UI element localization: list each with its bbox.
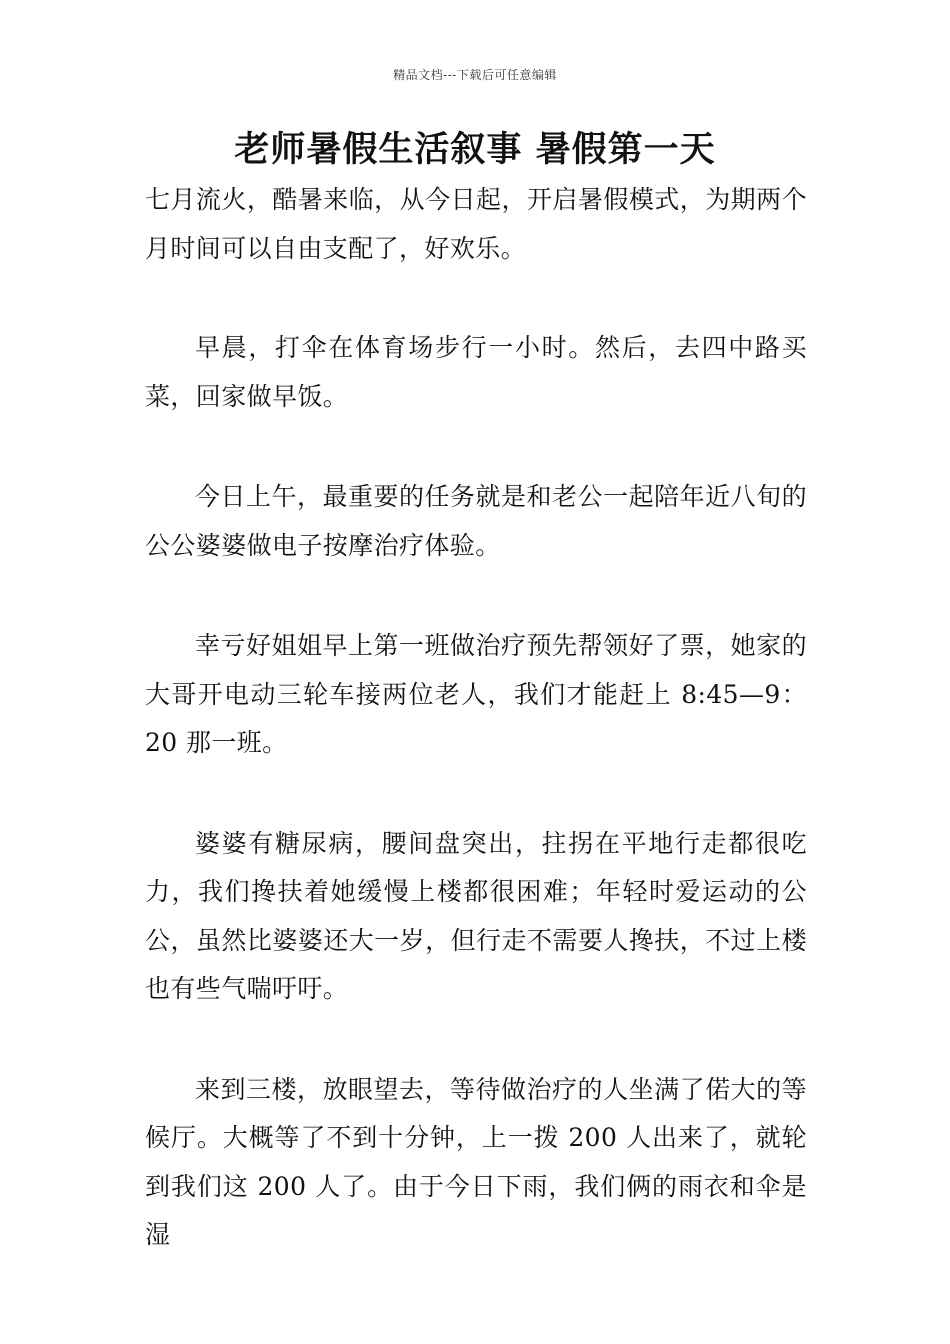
header-note: 精品文档---下载后可任意编辑 <box>393 68 557 82</box>
paragraph: 婆婆有糖尿病，腰间盘突出，拄拐在平地行走都很吃力，我们搀扶着她缓慢上楼都很困难；年轻时爱运动的公公，虽然比婆婆还大一岁，但行走不需要人搀扶，不过上楼也有些气喘吁吁。 <box>145 828 807 1003</box>
document-title: 老师暑假生活叙事 暑假第一天 <box>234 130 716 170</box>
paragraph: 早晨，打伞在体育场步行一小时。然后，去四中路买菜，回家做早饭。 <box>145 333 807 411</box>
paragraph: 今日上午，最重要的任务就是和老公一起陪年近八旬的公公婆婆做电子按摩治疗体验。 <box>145 482 807 560</box>
document-body <box>145 176 807 1312</box>
paragraph: 来到三楼，放眼望去，等待做治疗的人坐满了偌大的等候厅。大概等了不到十分钟，上一拨 200 人出来了，就轮到我们这 200 人了。由于今日下雨，我们俩的雨衣和伞是湿 <box>145 1074 807 1249</box>
paragraph: 七月流火，酷暑来临，从今日起，开启暑假模式，为期两个月时间可以自由支配了，好欢乐。 <box>145 185 807 263</box>
paragraph: 幸亏好姐姐早上第一班做治疗预先帮领好了票，她家的大哥开电动三轮车接两位老人，我们才能赶上 8:45—9：20 那一班。 <box>145 631 807 757</box>
